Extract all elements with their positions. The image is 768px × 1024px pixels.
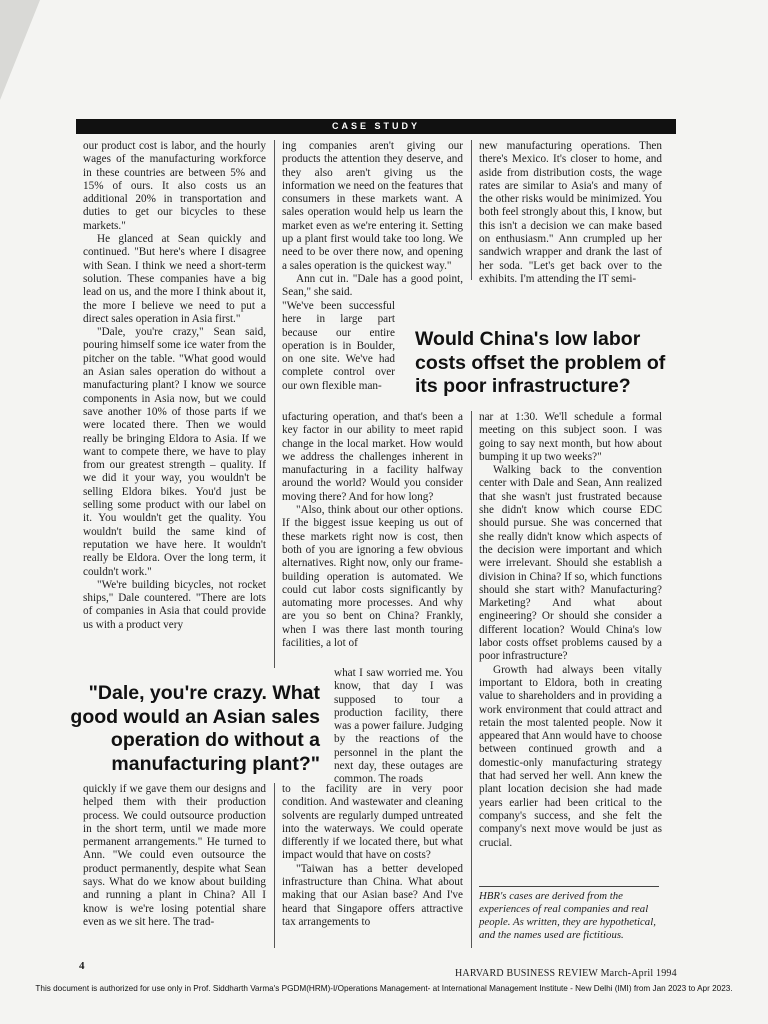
- journal-citation: HARVARD BUSINESS REVIEW March-April 1994: [455, 968, 677, 979]
- paragraph: "Taiwan has a better developed infrastructure than China. What about making that our Asian base? And I've heard that Singapore offers attractive tax arrangements to: [282, 862, 463, 928]
- footnote: HBR's cases are derived from the experiences of real companies and real people. As written, they are hypothetical, and the names used are fictitious.: [479, 886, 659, 942]
- paragraph: Growth had always been vitally important to Eldora, both in creating value to shareholders and in providing a work environment that could attract and retain the most talented people. Now it appeared that Ann would have to choose between continued growth and a domestic-only manufacturing strategy that had served her well. Ann knew the plant location decision she had made years earlier had been critical to the company's success, and she felt the company's next move would be just as crucial.: [479, 663, 662, 849]
- paragraph: nar at 1:30. We'll schedule a formal meeting on this subject soon. I was going to say next month, but how about bumping it up two weeks?": [479, 411, 662, 463]
- column-middle-right-narrow: [334, 667, 463, 787]
- column-left-bottom: [83, 783, 266, 929]
- paragraph: "Also, think about our other options. If the biggest issue keeping us out of these markets right now is cost, then both of you are ignoring a few obvious alternatives. Right now, only our frame-building operation is automated. We could cut labor costs significantly by automating more processes. And why are you so bent on China? Frankly, when I was there last month touring facilities, a lot of: [282, 504, 463, 650]
- column-rule: [274, 783, 275, 948]
- column-left-top: [83, 140, 266, 632]
- paragraph: He glanced at Sean quickly and continued. "But here's where I disagree with Sean. I think we need a short-term solution. These companies have a big lead on us, and the more I think about it, the more I believe we need to put a direct sales operation in Asia first.": [83, 233, 266, 325]
- paragraph: our product cost is labor, and the hourly wages of the manufacturing workforce in these countries are between 5% and 15% of ours. It also costs us an additional 20% in transportation and duties to get our bicycles to these markets.": [83, 140, 266, 232]
- paragraph: to the facility are in very poor condition. And wastewater and cleaning solvents are regularly dumped untreated into the waterways. We could operate differently if we located there, but what impact would that have on costs?: [282, 783, 463, 862]
- folded-corner: [0, 0, 40, 100]
- column-right-bottom: [479, 411, 662, 850]
- section-banner: CASE STUDY: [76, 119, 676, 134]
- paragraph: "Dale, you're crazy," Sean said, pouring himself some ice water from the pitcher on the table. "What good would an Asian sales operation do without a manufacturing plant? I know we source components in Asia now, but we could save another 10% of those parts if we were located there. Then we would really be bringing Eldora to Asia. If we want to compete there, we have to play from our greatest strength – quality. If we did it your way, you wouldn't be selling Eldora bikes. You'd just be selling some product with our label on it. You wouldn't get the quality. You wouldn't build the same kind of reputation we have here. It wouldn't really be Eldora. Over the long term, it couldn't work.": [83, 326, 266, 578]
- column-middle-top: [282, 140, 463, 300]
- pull-quote-china: Would China's low labor costs offset the problem of its poor infrastructure?: [415, 328, 666, 397]
- page-number: 4: [79, 960, 85, 972]
- paragraph: Walking back to the convention center with Dale and Sean, Ann realized that she wasn't just frustrated because she didn't know which course EDC should pursue. She was concerned that she really didn't know which aspects of the decision were important and which were irrelevant. Should she establish a division in China? If so, which functions should she start with? Manufacturing? Marketing? And what about engineering? Or should she consider a different location? Would China's low labor costs offset problems caused by a poor infrastructure?: [479, 464, 662, 663]
- column-rule: [274, 140, 275, 668]
- paragraph: new manufacturing operations. Then there's Mexico. It's closer to home, and aside from distribution costs, the wage rates are similar to Asia's and many of the other risks would be minimized. You both feel strongly about this, I know, but this isn't a decision we can make based on enthusiasm." Ann crumpled up her sandwich wrapper and drank the last of her soda. "Let's get back over to the exhibits. I'm attending the IT semi-: [479, 140, 662, 285]
- license-notice: This document is authorized for use only in Prof. Siddharth Varma's PGDM(HRM)-I/Operations Management- at International Management Institute - New Delhi (IMI) from Jan 2023 to Apr 2023.: [35, 984, 733, 993]
- paragraph: "We've been successful here in large part because our entire operation is in Boulder, on one site. We've had complete control over our own flexible man-: [282, 300, 395, 392]
- paragraph: ufacturing operation, and that's been a key factor in our ability to meet rapid change in the local market. How would we address the challenges inherent in manufacturing in a facility halfway around the world? Would you consider moving there? And for how long?: [282, 411, 463, 503]
- paragraph: "We're building bicycles, not rocket ships," Dale countered. "There are lots of companies in Asia that could provide us with a product very: [83, 578, 266, 631]
- pull-quote-dale: "Dale, you're crazy. What good would an Asian sales operation do without a manufacturing plant?": [70, 682, 320, 775]
- column-rule: [471, 140, 472, 280]
- paragraph: ing companies aren't giving our products the attention they deserve, and they also aren't giving us the information we need on the features that consumers in these markets want. A sales operation would help us learn the market even as we're entering it. Setting up a plant first would take too long. We need to be over there now, and opening a sales operation is the quickest way.": [282, 140, 463, 272]
- paragraph: Ann cut in. "Dale has a good point, Sean," she said.: [282, 272, 463, 299]
- column-right-top: [479, 140, 662, 286]
- column-middle-wide: [282, 411, 463, 650]
- paragraph: what I saw worried me. You know, that day I was supposed to tour a production facility, there was a power failure. Judging by the reactions of the personnel in the plant the next day, these outages are common. The roads: [334, 667, 463, 786]
- paragraph: quickly if we gave them our designs and helped them with their production process. We could outsource production in the short term, until we made more permanent arrangements." He turned to Ann. "We could even outsource the product permanently, despite what Sean says. What do we know about building and running a plant in China? All I know is we're losing potential share even as we sit here. The trad-: [83, 783, 266, 928]
- column-rule: [471, 411, 472, 948]
- column-middle-bottom: [282, 783, 463, 929]
- column-middle-narrow: [282, 300, 395, 393]
